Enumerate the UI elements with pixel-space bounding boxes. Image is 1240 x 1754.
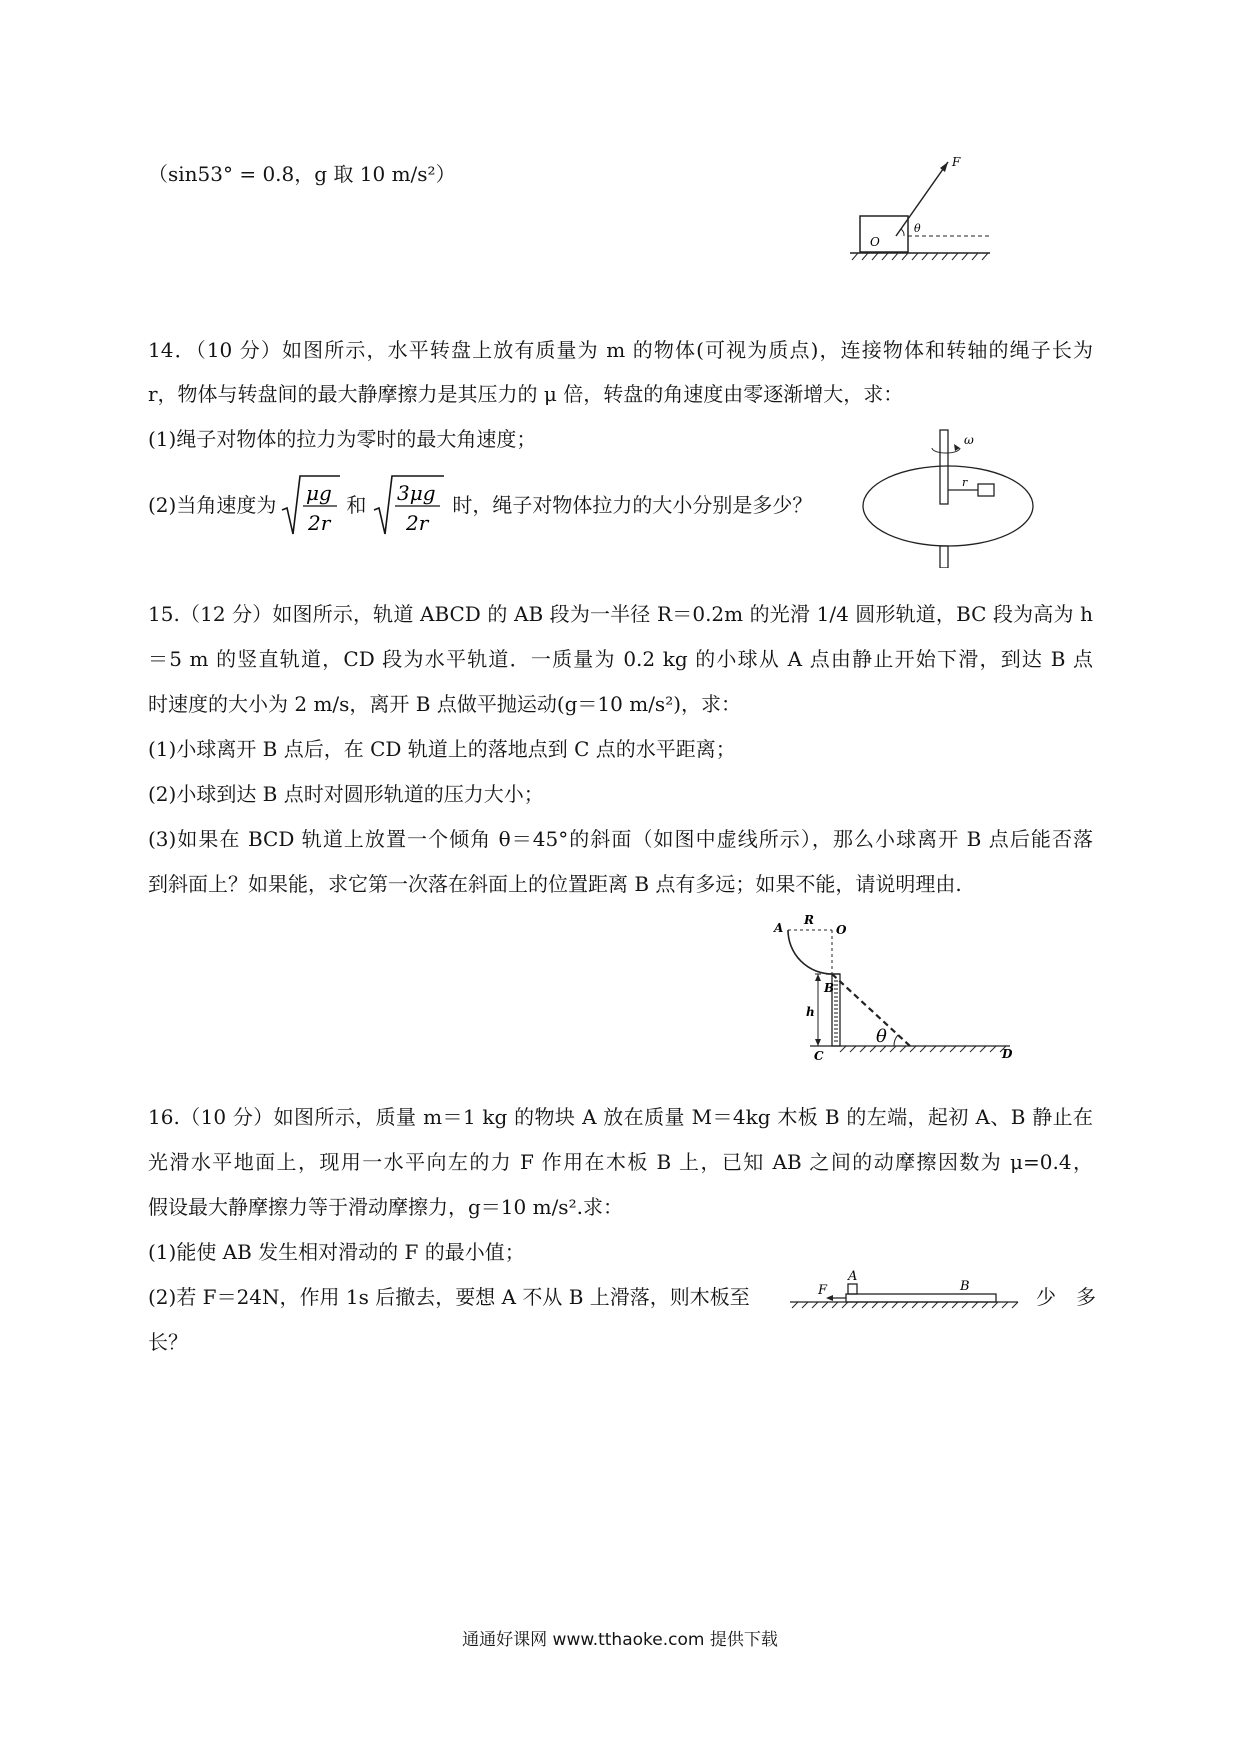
label-C: C	[814, 1049, 824, 1060]
q14-part2-suffix: 时，绳子对物体拉力的大小分别是多少？	[452, 493, 813, 517]
q15-part2: (2)小球到达 B 点时对圆形轨道的压力大小；	[148, 782, 544, 806]
q14-part1: (1)绳子对物体的拉力为零时的最大角速度；	[148, 427, 537, 451]
q15-part3-line2: 到斜面上？如果能，求它第一次落在斜面上的位置距离 B 点有多远；如果不能，请说明理由.	[148, 872, 962, 896]
label-R: R	[804, 913, 814, 927]
q14-part2-and: 和	[346, 493, 367, 517]
label-B: B	[960, 1279, 970, 1294]
q15-line2: ＝5 m 的竖直轨道，CD 段为水平轨道．一质量为 0.2 kg 的小球从 A 点由静止开始下滑，到达 B 点	[148, 647, 1093, 671]
label-O: O	[836, 923, 847, 937]
figure-track-abcd	[770, 910, 1020, 1060]
q16-line2: 光滑水平地面上，现用一水平向左的力 F 作用在木板 B 上，已知 AB 之间的动摩擦因数为 μ=0.4，	[148, 1150, 1093, 1174]
label-theta: θ	[876, 1026, 887, 1047]
q16-part2-a: (2)若 F＝24N，作用 1s 后撤去，要想 A 不从 B 上滑落，则木板至	[148, 1285, 750, 1309]
figure-block-force	[840, 150, 1000, 270]
given-constants: （sin53° = 0.8，g 取 10 m/s²）	[148, 162, 456, 186]
frac2-num: 3μg	[397, 481, 436, 505]
figure-block-on-board	[788, 1268, 1020, 1320]
q14-part2-prefix: (2)当角速度为	[148, 493, 277, 517]
q14-part2	[148, 470, 812, 540]
label-theta: θ	[914, 222, 921, 235]
q16-part2-b: 少 多	[1036, 1285, 1096, 1309]
q16-line1: 16.（10 分）如图所示，质量 m＝1 kg 的物块 A 放在质量 M＝4kg 木板 B 的左端，起初 A、B 静止在	[148, 1105, 1093, 1129]
label-A: A	[774, 921, 784, 935]
q14-line1: 14．（10 分）如图所示，水平转盘上放有质量为 m 的物体(可视为质点)，连接物体和转轴的绳子长为	[148, 338, 1093, 362]
label-A: A	[848, 1269, 858, 1284]
q15-line1: 15.（12 分）如图所示，轨道 ABCD 的 AB 段为一半径 R＝0.2m 的光滑 1/4 圆形轨道，BC 段为高为 h	[148, 602, 1093, 626]
frac1-num: μg	[306, 481, 333, 505]
q15-line3: 时速度的大小为 2 m/s，离开 B 点做平抛运动(g＝10 m/s²)，求：	[148, 692, 742, 716]
footer-source: 通通好课网 www.tthaoke.com 提供下载	[462, 1630, 778, 1650]
frac2-den: 2r	[406, 511, 429, 535]
label-B: B	[824, 981, 835, 995]
q16-part1: (1)能使 AB 发生相对滑动的 F 的最小值；	[148, 1240, 525, 1264]
q15-part3-line1: (3)如果在 BCD 轨道上放置一个倾角 θ＝45°的斜面（如图中虚线所示），那么小球离开 B 点后能否落	[148, 827, 1093, 851]
q16-line3: 假设最大静摩擦力等于滑动摩擦力，g＝10 m/s².求：	[148, 1195, 623, 1219]
label-F: F	[818, 1283, 828, 1298]
frac1-den: 2r	[308, 511, 331, 535]
sqrt-frac-1	[280, 472, 342, 538]
label-r: r	[962, 476, 968, 489]
label-omega: ω	[964, 433, 974, 447]
label-F: F	[952, 155, 961, 169]
label-D: D	[1002, 1047, 1013, 1060]
q14-line2: r，物体与转盘间的最大静摩擦力是其压力的 μ 倍，转盘的角速度由零逐渐增大，求：	[148, 382, 904, 406]
figure-turntable	[860, 428, 1040, 568]
sqrt-frac-2	[372, 472, 446, 538]
label-h: h	[806, 1005, 815, 1019]
label-O: O	[870, 235, 880, 249]
q16-part2-c: 长？	[148, 1330, 188, 1354]
q15-part1: (1)小球离开 B 点后，在 CD 轨道上的落地点到 C 点的水平距离；	[148, 737, 736, 761]
